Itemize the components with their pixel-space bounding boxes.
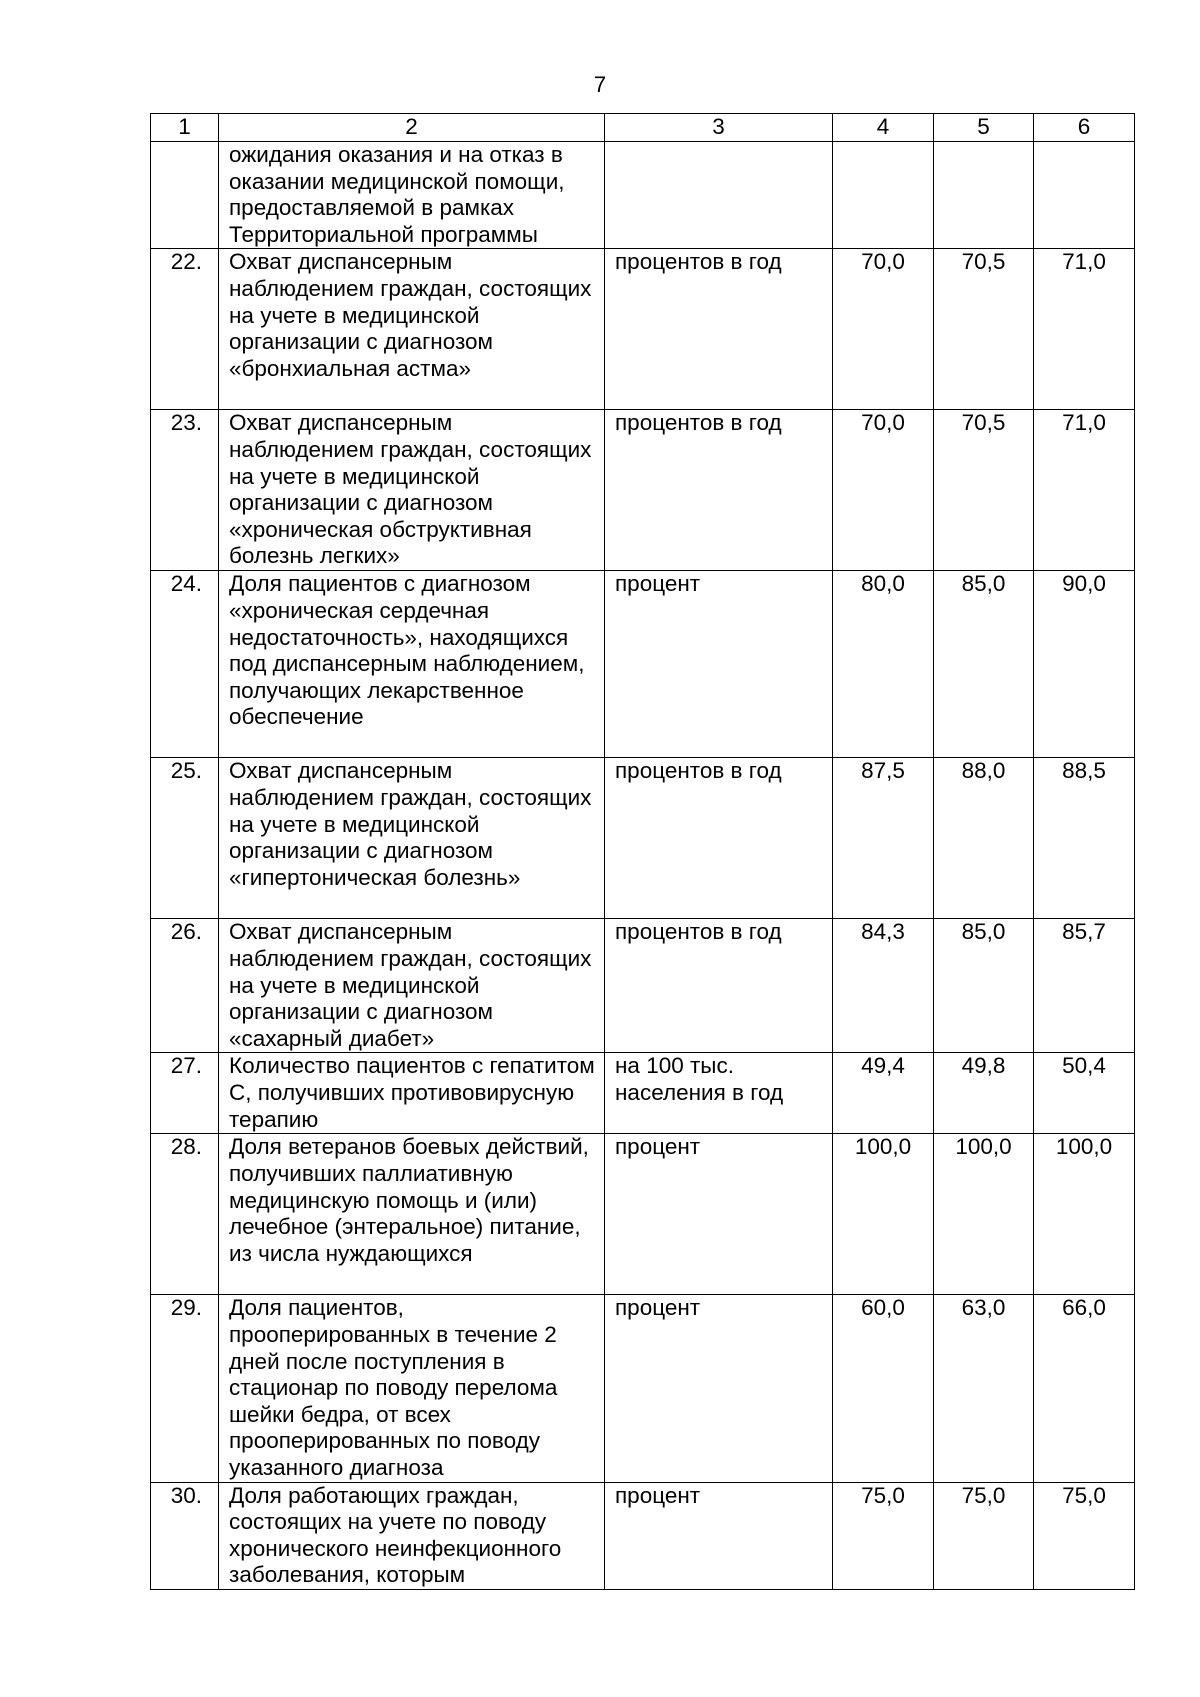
value-col-4: 100,0 (833, 1134, 934, 1295)
value-col-6: 90,0 (1034, 571, 1135, 758)
indicator-name: Охват диспансерным наблюдением граждан, состоящих на учете в медицинской организации с диагнозом «сахарный диабет» (219, 919, 605, 1053)
row-number: 26. (151, 919, 219, 1053)
row-number: 23. (151, 410, 219, 571)
row-number: 25. (151, 758, 219, 919)
value-col-6 (1034, 142, 1135, 249)
value-col-6: 85,7 (1034, 919, 1135, 1053)
value-col-5: 75,0 (934, 1482, 1034, 1589)
unit-of-measure: процент (605, 1295, 833, 1482)
value-col-4: 75,0 (833, 1482, 934, 1589)
row-number: 28. (151, 1134, 219, 1295)
indicator-name: Охват диспансерным наблюдением граждан, состоящих на учете в медицинской организации с диагнозом «бронхиальная астма» (219, 249, 605, 410)
table-row (151, 1134, 1135, 1295)
value-col-4: 87,5 (833, 758, 934, 919)
indicator-name: Доля ветеранов боевых действий, получивших паллиативную медицинскую помощь и (или) лечебное (энтеральное) питание, из числа нуждающихся (219, 1134, 605, 1295)
unit-of-measure: процент (605, 1134, 833, 1295)
indicator-name: Охват диспансерным наблюдением граждан, состоящих на учете в медицинской организации с диагнозом «гипертоническая болезнь» (219, 758, 605, 919)
table-row (151, 142, 1135, 249)
value-col-5: 49,8 (934, 1053, 1034, 1134)
table-row (151, 919, 1135, 1053)
value-col-5: 70,5 (934, 410, 1034, 571)
value-col-5: 70,5 (934, 249, 1034, 410)
value-col-6: 75,0 (1034, 1482, 1135, 1589)
unit-of-measure (605, 142, 833, 249)
value-col-4: 49,4 (833, 1053, 934, 1134)
value-col-5: 63,0 (934, 1295, 1034, 1482)
value-col-6: 100,0 (1034, 1134, 1135, 1295)
indicators-table (150, 113, 1135, 1590)
indicator-name: Доля пациентов с диагнозом «хроническая сердечная недостаточность», находящихся под диспансерным наблюдением, получающих лекарственное обеспечение (219, 571, 605, 758)
unit-of-measure: процент (605, 571, 833, 758)
column-header: 2 (219, 114, 605, 142)
row-number (151, 142, 219, 249)
indicator-name: ожидания оказания и на отказ в оказании медицинской помощи, предоставляемой в рамках Территориальной программы (219, 142, 605, 249)
column-header: 1 (151, 114, 219, 142)
value-col-4: 70,0 (833, 249, 934, 410)
unit-of-measure: процентов в год (605, 249, 833, 410)
value-col-5: 85,0 (934, 919, 1034, 1053)
value-col-6: 71,0 (1034, 410, 1135, 571)
indicator-name: Охват диспансерным наблюдением граждан, состоящих на учете в медицинской организации с диагнозом «хроническая обструктивная болезнь легких» (219, 410, 605, 571)
column-header: 4 (833, 114, 934, 142)
value-col-6: 71,0 (1034, 249, 1135, 410)
column-header: 3 (605, 114, 833, 142)
value-col-5: 85,0 (934, 571, 1034, 758)
indicator-name: Доля работающих граждан, состоящих на учете по поводу хронического неинфекционного заболевания, которым (219, 1482, 605, 1589)
value-col-5 (934, 142, 1034, 249)
value-col-4: 70,0 (833, 410, 934, 571)
value-col-4 (833, 142, 934, 249)
table-row (151, 1295, 1135, 1482)
value-col-4: 60,0 (833, 1295, 934, 1482)
value-col-4: 84,3 (833, 919, 934, 1053)
table-row (151, 410, 1135, 571)
column-header: 6 (1034, 114, 1135, 142)
unit-of-measure: процентов в год (605, 919, 833, 1053)
table-row (151, 571, 1135, 758)
unit-of-measure: на 100 тыс. населения в год (605, 1053, 833, 1134)
value-col-5: 88,0 (934, 758, 1034, 919)
row-number: 24. (151, 571, 219, 758)
indicator-name: Количество пациентов с гепатитом С, получивших противовирусную терапию (219, 1053, 605, 1134)
row-number: 30. (151, 1482, 219, 1589)
table-header-row (151, 114, 1135, 142)
unit-of-measure: процентов в год (605, 410, 833, 571)
row-number: 27. (151, 1053, 219, 1134)
table-row (151, 1482, 1135, 1589)
table-row (151, 758, 1135, 919)
unit-of-measure: процентов в год (605, 758, 833, 919)
table-row (151, 1053, 1135, 1134)
indicator-name: Доля пациентов, прооперированных в течение 2 дней после поступления в стационар по поводу перелома шейки бедра, от всех прооперированных по поводу указанного диагноза (219, 1295, 605, 1482)
column-header: 5 (934, 114, 1034, 142)
value-col-6: 88,5 (1034, 758, 1135, 919)
page-number: 7 (593, 72, 607, 97)
value-col-6: 50,4 (1034, 1053, 1135, 1134)
unit-of-measure: процент (605, 1482, 833, 1589)
value-col-6: 66,0 (1034, 1295, 1135, 1482)
row-number: 29. (151, 1295, 219, 1482)
value-col-5: 100,0 (934, 1134, 1034, 1295)
value-col-4: 80,0 (833, 571, 934, 758)
table-row (151, 249, 1135, 410)
row-number: 22. (151, 249, 219, 410)
